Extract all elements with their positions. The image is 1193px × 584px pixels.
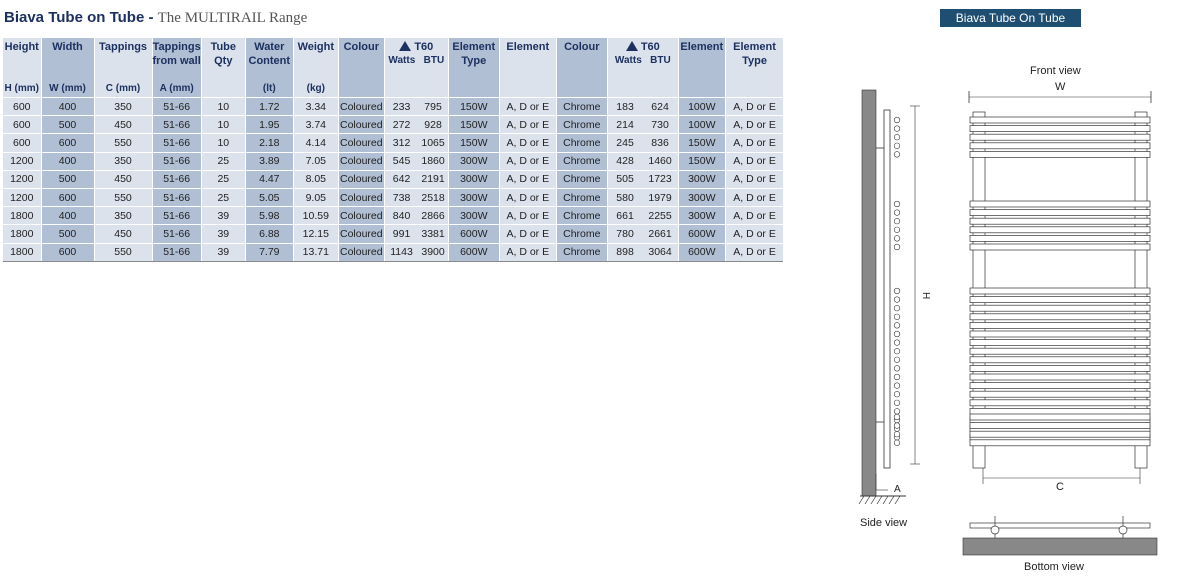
cell-btu: 1065: [418, 134, 448, 152]
cell-height: 1800: [3, 243, 41, 261]
cell-watts: 312: [384, 134, 418, 152]
cell-watts: 840: [384, 207, 418, 225]
side-tube: [894, 305, 900, 311]
cell-btu: 3900: [418, 243, 448, 261]
cell-height: 600: [3, 116, 41, 134]
front-view-label: Front view: [1030, 65, 1081, 77]
cell-tappings-wall: 51-66: [152, 188, 201, 206]
cell-tappings-wall: 51-66: [152, 116, 201, 134]
cell-weight: 3.34: [293, 98, 338, 116]
cell-tappings-wall: 51-66: [152, 152, 201, 170]
side-tube: [894, 201, 900, 207]
cell-weight: 13.71: [293, 243, 338, 261]
cell-watts-2: 183: [607, 98, 642, 116]
cell-water-content: 2.18: [245, 134, 293, 152]
table-row: [3, 116, 783, 134]
side-tube: [894, 143, 900, 149]
header-element-type-2: Element Type: [725, 38, 783, 81]
cell-element-2: 300W: [678, 188, 725, 206]
cell-watts: 642: [384, 170, 418, 188]
side-tube: [894, 409, 900, 415]
side-tube: [894, 210, 900, 216]
cell-element: A, D or E: [499, 116, 556, 134]
cell-btu-2: 730: [642, 116, 678, 134]
side-tube: [894, 218, 900, 224]
cell-tube-qty: 25: [201, 188, 245, 206]
cell-height: 1800: [3, 207, 41, 225]
front-tube: [970, 431, 1150, 437]
header-element-type: Element Type: [448, 38, 499, 81]
header-element: Element: [499, 38, 556, 81]
cell-tube-qty: 25: [201, 170, 245, 188]
cell-width: 400: [41, 98, 94, 116]
cell-colour-2: Chrome: [556, 170, 607, 188]
header-tappings-wall: Tappings from wall: [152, 38, 201, 81]
cell-watts-2: 245: [607, 134, 642, 152]
cell-colour: Coloured: [338, 188, 384, 206]
table-row: [3, 98, 783, 116]
unit-kg: (kg): [293, 81, 338, 98]
dim-h-label: H: [920, 292, 931, 300]
cell-height: 600: [3, 134, 41, 152]
cell-tappings: 350: [94, 98, 152, 116]
title-range: The MULTIRAIL Range: [157, 10, 308, 26]
cell-tappings: 350: [94, 152, 152, 170]
cell-btu-2: 1979: [642, 188, 678, 206]
header-colour-2: Colour: [556, 38, 607, 81]
side-tube: [894, 152, 900, 158]
cell-watts-2: 505: [607, 170, 642, 188]
cell-tappings: 450: [94, 170, 152, 188]
front-tube: [970, 440, 1150, 446]
cell-weight: 9.05: [293, 188, 338, 206]
unit-qty: [201, 81, 245, 98]
front-tube: [970, 408, 1150, 414]
cell-tappings-wall: 51-66: [152, 98, 201, 116]
cell-weight: 12.15: [293, 225, 338, 243]
side-view-wall: [862, 90, 876, 496]
cell-element-type-2: A, D or E: [725, 243, 783, 261]
cell-height: 1200: [3, 170, 41, 188]
cell-btu-2: 836: [642, 134, 678, 152]
cell-btu-2: 1723: [642, 170, 678, 188]
delta-icon: [399, 41, 411, 51]
cell-element-type-2: A, D or E: [725, 152, 783, 170]
front-view-tubes: [970, 117, 1150, 446]
cell-element-type-2: A, D or E: [725, 116, 783, 134]
cell-btu-2: 624: [642, 98, 678, 116]
side-tube: [894, 374, 900, 380]
cell-btu: 928: [418, 116, 448, 134]
cell-element-type: 150W: [448, 98, 499, 116]
cell-height: 1200: [3, 152, 41, 170]
front-tube: [970, 227, 1150, 233]
cell-btu: 2518: [418, 188, 448, 206]
cell-colour-2: Chrome: [556, 134, 607, 152]
cell-element-type: 300W: [448, 152, 499, 170]
front-tube: [970, 400, 1150, 406]
side-tube: [894, 288, 900, 294]
cell-watts-2: 214: [607, 116, 642, 134]
cell-height: 600: [3, 98, 41, 116]
side-tube: [894, 134, 900, 140]
header-water-content: Water Content: [245, 38, 293, 81]
front-tube: [970, 423, 1150, 429]
side-tube: [894, 366, 900, 372]
cell-element: A, D or E: [499, 152, 556, 170]
cell-element: A, D or E: [499, 134, 556, 152]
cell-width: 400: [41, 207, 94, 225]
cell-tube-qty: 39: [201, 225, 245, 243]
cell-water-content: 5.05: [245, 188, 293, 206]
table-row: [3, 170, 783, 188]
front-tube: [970, 297, 1150, 303]
cell-btu-2: 3064: [642, 243, 678, 261]
cell-water-content: 6.88: [245, 225, 293, 243]
cell-watts: 233: [384, 98, 418, 116]
cell-water-content: 1.95: [245, 116, 293, 134]
cell-element: A, D or E: [499, 207, 556, 225]
cell-colour-2: Chrome: [556, 225, 607, 243]
cell-element: A, D or E: [499, 170, 556, 188]
cell-btu: 1860: [418, 152, 448, 170]
cell-tube-qty: 10: [201, 134, 245, 152]
front-tube: [970, 235, 1150, 241]
cell-element-type: 600W: [448, 243, 499, 261]
cell-watts-2: 898: [607, 243, 642, 261]
front-tube: [970, 134, 1150, 140]
unit-lt: (lt): [245, 81, 293, 98]
unit-c: C (mm): [94, 81, 152, 98]
side-tube: [894, 423, 900, 429]
page-title: [4, 9, 307, 27]
floor-hatch: [859, 496, 900, 504]
cell-weight: 8.05: [293, 170, 338, 188]
cell-width: 500: [41, 170, 94, 188]
cell-tube-qty: 10: [201, 98, 245, 116]
cell-element-type-2: A, D or E: [725, 134, 783, 152]
cell-tube-qty: 10: [201, 116, 245, 134]
cell-element-type-2: A, D or E: [725, 170, 783, 188]
side-tube: [894, 391, 900, 397]
cell-water-content: 5.98: [245, 207, 293, 225]
side-tube: [894, 440, 900, 446]
cell-width: 400: [41, 152, 94, 170]
cell-element-2: 100W: [678, 116, 725, 134]
table-row: [3, 152, 783, 170]
cell-tappings: 450: [94, 225, 152, 243]
front-tube: [970, 117, 1150, 123]
front-tube: [970, 143, 1150, 149]
side-tube: [894, 340, 900, 346]
cell-element: A, D or E: [499, 188, 556, 206]
front-tube: [970, 322, 1150, 328]
cell-element: A, D or E: [499, 225, 556, 243]
cell-colour: Coloured: [338, 152, 384, 170]
cell-height: 1800: [3, 225, 41, 243]
product-badge: Biava Tube On Tube: [940, 9, 1081, 27]
side-tube: [894, 117, 900, 123]
cell-watts-2: 661: [607, 207, 642, 225]
front-tube: [970, 383, 1150, 389]
cell-colour-2: Chrome: [556, 243, 607, 261]
side-tube: [894, 414, 900, 420]
cell-btu: 795: [418, 98, 448, 116]
cell-tappings: 450: [94, 116, 152, 134]
cell-width: 500: [41, 116, 94, 134]
cell-colour: Coloured: [338, 116, 384, 134]
unit-a: A (mm): [152, 81, 201, 98]
cell-height: 1200: [3, 188, 41, 206]
header-colour: Colour: [338, 38, 384, 81]
side-tube: [894, 314, 900, 320]
cell-water-content: 4.47: [245, 170, 293, 188]
cell-tappings: 550: [94, 188, 152, 206]
header-t60-2: T60 Watts BTU: [607, 38, 678, 81]
cell-element-2: 300W: [678, 170, 725, 188]
cell-watts-2: 428: [607, 152, 642, 170]
cell-colour: Coloured: [338, 207, 384, 225]
unit-w: W (mm): [41, 81, 94, 98]
cell-element-type-2: A, D or E: [725, 207, 783, 225]
cell-element-type: 150W: [448, 116, 499, 134]
cell-weight: 3.74: [293, 116, 338, 134]
cell-tappings-wall: 51-66: [152, 134, 201, 152]
cell-width: 600: [41, 188, 94, 206]
side-tube: [894, 244, 900, 250]
cell-tube-qty: 25: [201, 152, 245, 170]
cell-watts: 545: [384, 152, 418, 170]
front-tube: [970, 348, 1150, 354]
cell-tappings-wall: 51-66: [152, 225, 201, 243]
side-tube: [894, 357, 900, 363]
bottom-view-wall: [963, 538, 1157, 555]
cell-element: A, D or E: [499, 98, 556, 116]
cell-width: 600: [41, 134, 94, 152]
cell-tappings: 550: [94, 243, 152, 261]
header-width: Width: [41, 38, 94, 81]
cell-watts-2: 780: [607, 225, 642, 243]
cell-colour: Coloured: [338, 98, 384, 116]
front-tube: [970, 126, 1150, 132]
cell-colour-2: Chrome: [556, 152, 607, 170]
cell-weight: 7.05: [293, 152, 338, 170]
front-tube: [970, 288, 1150, 294]
front-tube: [970, 210, 1150, 216]
front-tube: [970, 151, 1150, 157]
cell-tappings: 350: [94, 207, 152, 225]
front-tube: [970, 218, 1150, 224]
cell-tappings: 550: [94, 134, 152, 152]
title-brand: Biava Tube on Tube -: [4, 9, 154, 26]
front-tube: [970, 357, 1150, 363]
header-element-2: Element: [678, 38, 725, 81]
dim-w-label: W: [1055, 81, 1066, 93]
table-row: [3, 134, 783, 152]
side-view-label: Side view: [860, 517, 908, 529]
cell-btu-2: 1460: [642, 152, 678, 170]
cell-btu-2: 2661: [642, 225, 678, 243]
side-tube: [894, 431, 900, 437]
bottom-view-label: Bottom view: [1024, 561, 1084, 573]
cell-width: 500: [41, 225, 94, 243]
header-t60: T60 Watts BTU: [384, 38, 448, 81]
side-view-radiator: [884, 110, 890, 468]
table-row: [3, 243, 783, 261]
front-tube: [970, 365, 1150, 371]
dim-a-label: A: [894, 484, 901, 495]
cell-element-2: 300W: [678, 207, 725, 225]
header-weight: Weight: [293, 38, 338, 81]
cell-btu: 2191: [418, 170, 448, 188]
table-row: [3, 207, 783, 225]
cell-element-2: 600W: [678, 243, 725, 261]
cell-btu: 2866: [418, 207, 448, 225]
radiator-diagram: [840, 60, 1180, 580]
front-tube: [970, 201, 1150, 207]
side-tube: [894, 227, 900, 233]
cell-watts: 1143: [384, 243, 418, 261]
cell-tube-qty: 39: [201, 243, 245, 261]
front-tube: [970, 340, 1150, 346]
side-tube: [894, 400, 900, 406]
spec-table-body: [3, 98, 783, 262]
cell-element-type: 300W: [448, 188, 499, 206]
cell-element-2: 150W: [678, 152, 725, 170]
header-tappings: Tappings: [94, 38, 152, 81]
cell-element-2: 150W: [678, 134, 725, 152]
table-row: [3, 225, 783, 243]
cell-watts: 738: [384, 188, 418, 206]
front-tube: [970, 391, 1150, 397]
cell-colour-2: Chrome: [556, 188, 607, 206]
header-height: Height: [3, 38, 41, 81]
table-row: [3, 188, 783, 206]
unit-h: H (mm): [3, 81, 41, 98]
header-tube-qty: Tube Qty: [201, 38, 245, 81]
cell-element-type: 600W: [448, 225, 499, 243]
front-tube: [970, 374, 1150, 380]
cell-colour-2: Chrome: [556, 98, 607, 116]
cell-watts-2: 580: [607, 188, 642, 206]
dim-c-label: C: [1056, 481, 1064, 493]
side-tube: [894, 236, 900, 242]
cell-btu: 3381: [418, 225, 448, 243]
cell-element-type-2: A, D or E: [725, 98, 783, 116]
cell-weight: 4.14: [293, 134, 338, 152]
cell-tappings-wall: 51-66: [152, 170, 201, 188]
cell-colour: Coloured: [338, 243, 384, 261]
cell-tappings-wall: 51-66: [152, 207, 201, 225]
front-tube: [970, 314, 1150, 320]
cell-element-type: 300W: [448, 207, 499, 225]
cell-water-content: 7.79: [245, 243, 293, 261]
cell-element-2: 600W: [678, 225, 725, 243]
cell-colour: Coloured: [338, 225, 384, 243]
cell-weight: 10.59: [293, 207, 338, 225]
side-tube: [894, 331, 900, 337]
front-tube: [970, 305, 1150, 311]
spec-table: [3, 38, 783, 262]
front-tube: [970, 244, 1150, 250]
cell-water-content: 3.89: [245, 152, 293, 170]
front-tube: [970, 414, 1150, 420]
cell-water-content: 1.72: [245, 98, 293, 116]
side-tube: [894, 126, 900, 132]
cell-tube-qty: 39: [201, 207, 245, 225]
cell-element-type-2: A, D or E: [725, 188, 783, 206]
side-view-tubes: [894, 117, 900, 445]
cell-watts: 991: [384, 225, 418, 243]
cell-watts: 272: [384, 116, 418, 134]
cell-tappings-wall: 51-66: [152, 243, 201, 261]
cell-colour: Coloured: [338, 170, 384, 188]
cell-element: A, D or E: [499, 243, 556, 261]
side-tube: [894, 297, 900, 303]
delta-icon: [626, 41, 638, 51]
front-tube: [970, 331, 1150, 337]
cell-colour: Coloured: [338, 134, 384, 152]
side-tube: [894, 323, 900, 329]
cell-element-type: 150W: [448, 134, 499, 152]
cell-btu-2: 2255: [642, 207, 678, 225]
cell-colour-2: Chrome: [556, 116, 607, 134]
cell-element-2: 100W: [678, 98, 725, 116]
side-tube: [894, 348, 900, 354]
cell-element-type: 300W: [448, 170, 499, 188]
cell-element-type-2: A, D or E: [725, 225, 783, 243]
cell-width: 600: [41, 243, 94, 261]
side-tube: [894, 383, 900, 389]
cell-colour-2: Chrome: [556, 207, 607, 225]
